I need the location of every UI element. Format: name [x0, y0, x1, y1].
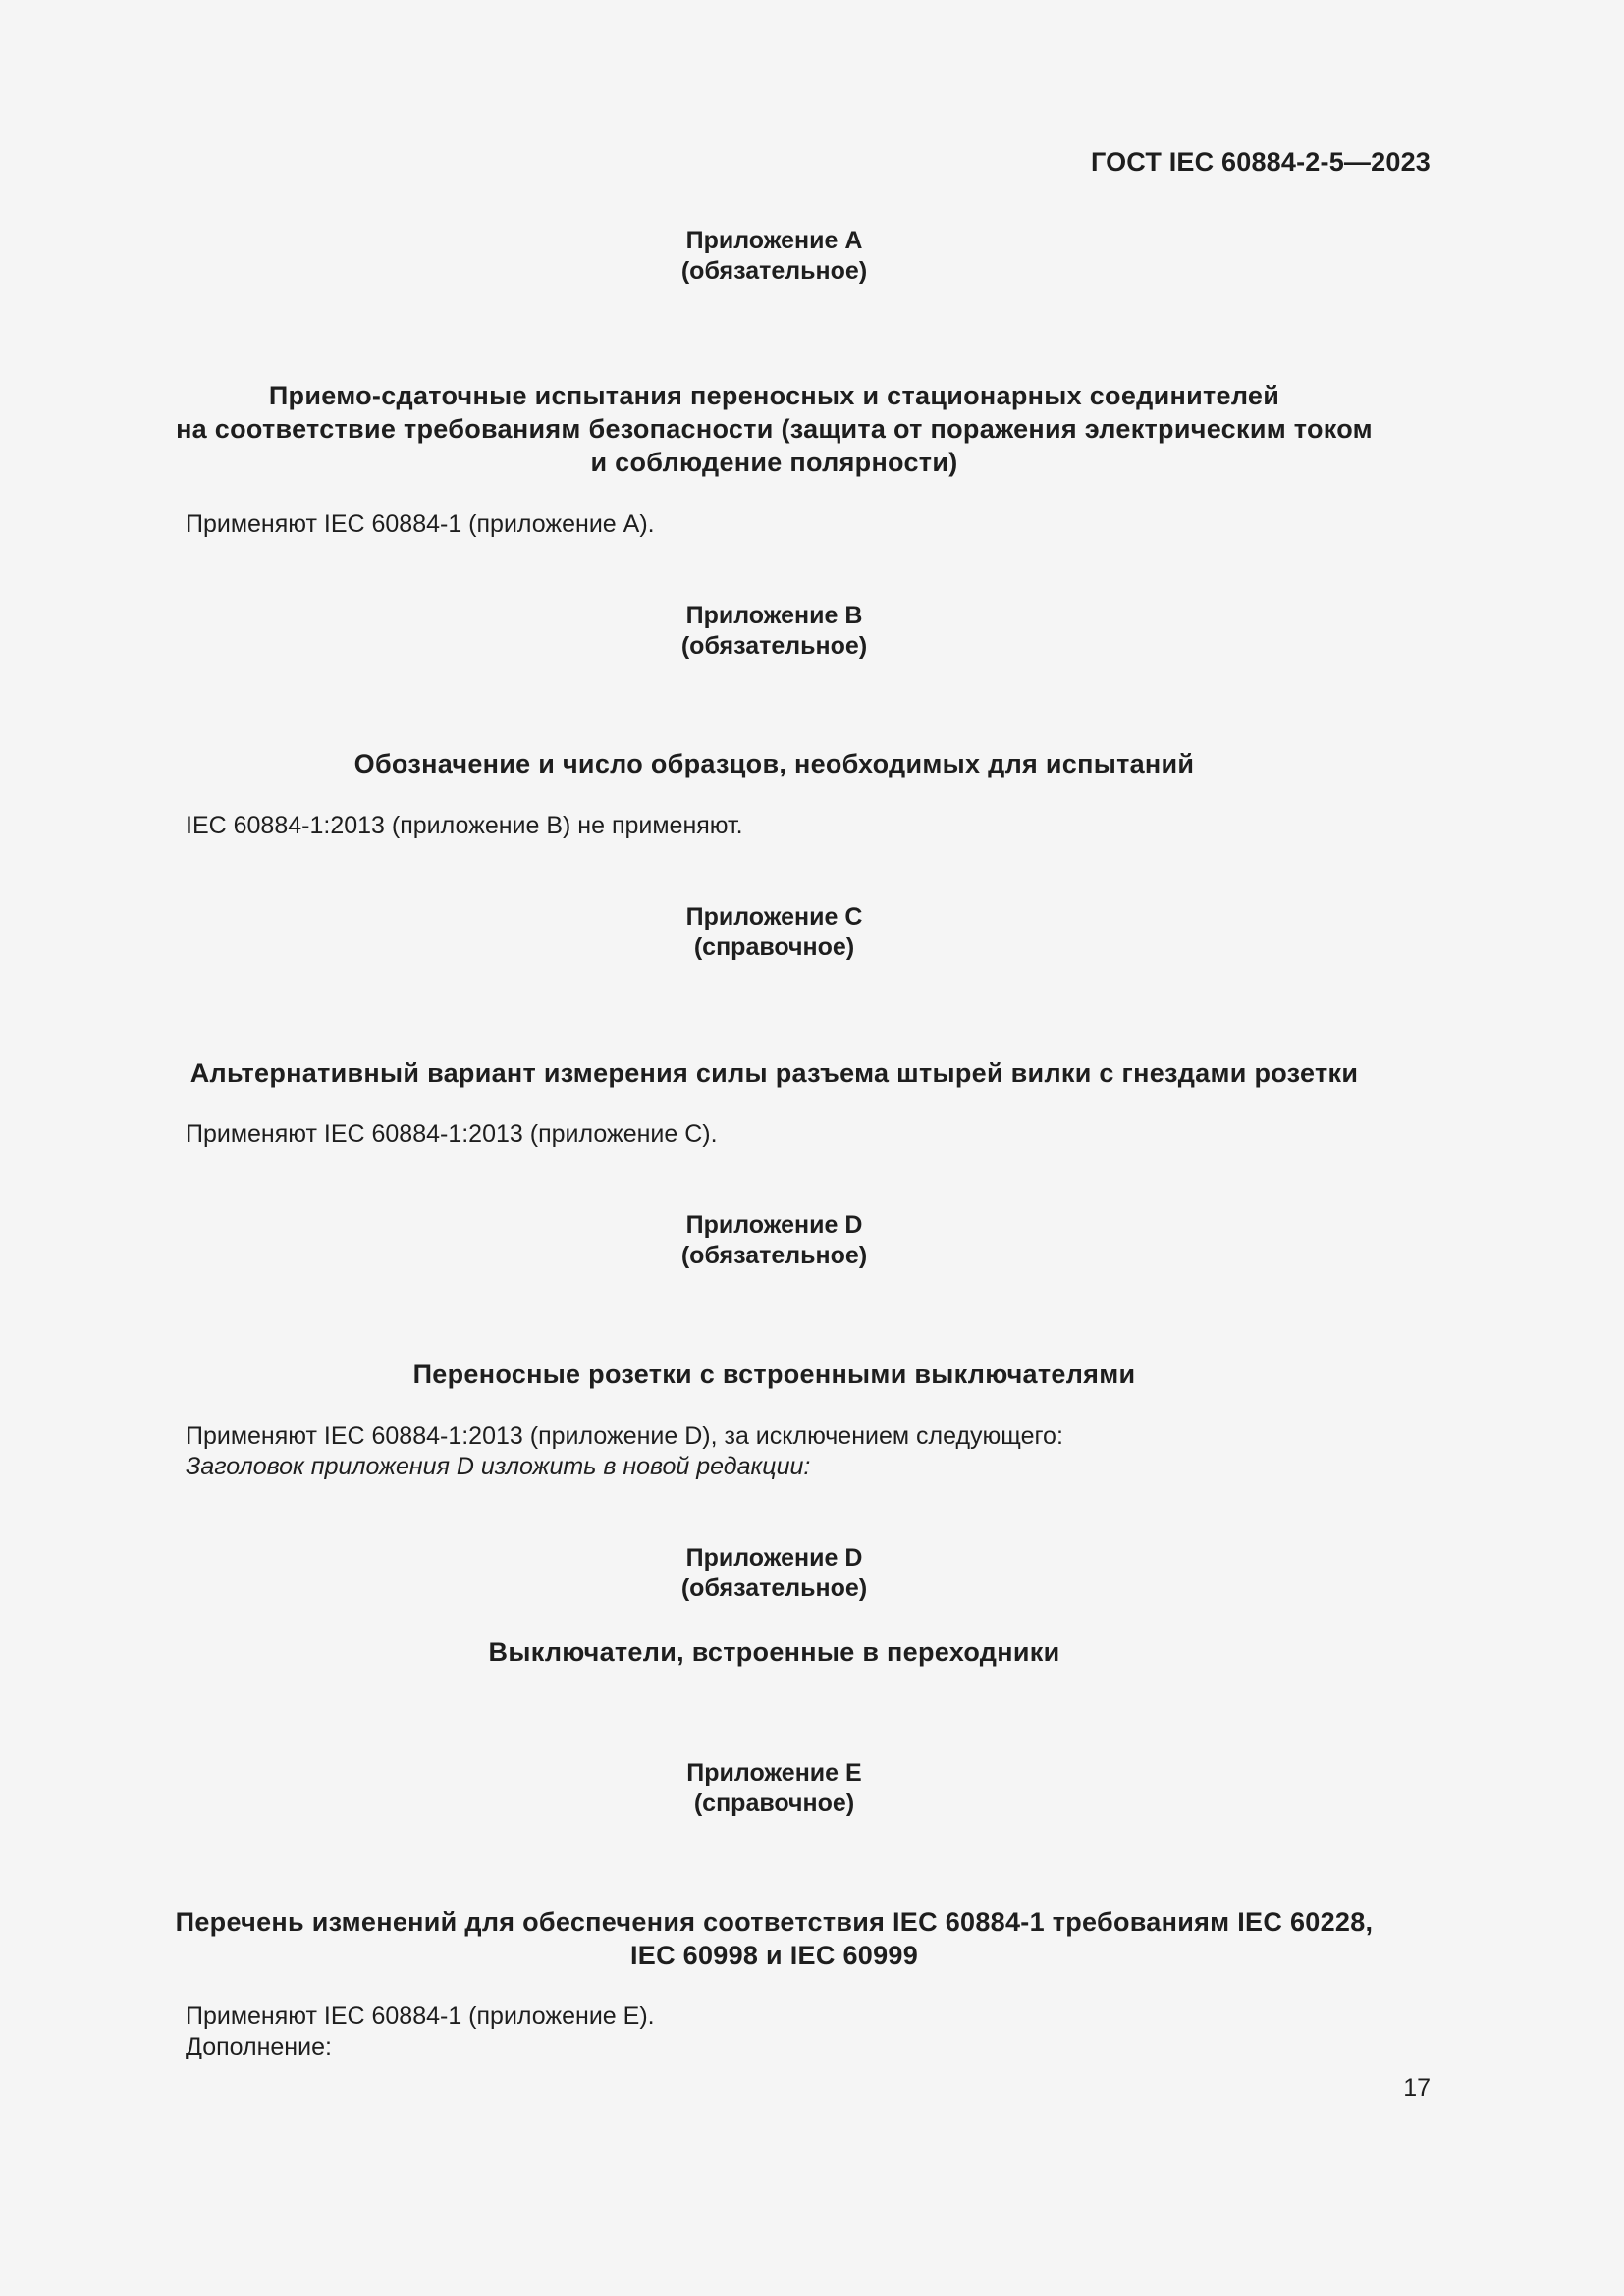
annex-c-title: Альтернативный вариант измерения силы разъема штырей вилки с гнездами розетки — [189, 1058, 1359, 1088]
annex-d-note: Заголовок приложения D изложить в новой редакции: — [186, 1453, 811, 1480]
annex-c-status: (справочное) — [693, 934, 855, 961]
annex-a-heading — [0, 226, 1548, 287]
annex-e-title-line: Перечень изменений для обеспечения соответствия IEC 60884-1 требованиям IEC 60228, — [175, 1907, 1374, 1937]
annex-e-status: (справочное) — [693, 1789, 855, 1817]
annex-e-label: Приложение Е — [686, 1759, 862, 1787]
annex-e-title — [0, 1905, 1548, 1972]
page-number: 17 — [1403, 2074, 1431, 2102]
annex-e-heading — [0, 1758, 1548, 1819]
annex-d-text — [186, 1421, 1063, 1482]
annex-a-status: (обязательное) — [680, 257, 868, 285]
annex-a-title-line: и соблюдение полярности) — [590, 448, 958, 477]
document-code: ГОСТ IEC 60884-2-5—2023 — [1090, 147, 1431, 177]
annex-c-label: Приложение С — [685, 903, 863, 931]
annex-a-title-line: Приемо-сдаточные испытания переносных и стационарных соединителей — [268, 381, 1280, 410]
annex-b-heading — [0, 601, 1548, 662]
annex-e-addition: Дополнение: — [186, 2033, 332, 2060]
annex-e-text-line: Применяют IEC 60884-1 (приложение Е). — [186, 2002, 655, 2030]
annex-a-title-line: на соответствие требованиям безопасности (защита от поражения электрическим током — [176, 414, 1373, 444]
annex-e-text — [186, 2002, 655, 2062]
annex-a-label: Приложение А — [685, 227, 863, 254]
annex-d-text-line: Применяют IEC 60884-1:2013 (приложение D), за исключением следующего: — [186, 1422, 1063, 1450]
annex-d-heading — [0, 1210, 1548, 1271]
annex-e-title-line: IEC 60998 и IEC 60999 — [629, 1941, 919, 1970]
annex-d-new-heading — [0, 1543, 1548, 1604]
annex-a-text: Применяют IEC 60884-1 (приложение А). — [186, 510, 655, 538]
annex-a-title — [0, 379, 1548, 479]
annex-b-title: Обозначение и число образцов, необходимых для испытаний — [353, 749, 1195, 778]
annex-b-label: Приложение В — [685, 602, 863, 629]
annex-d-new-status: (обязательное) — [680, 1575, 868, 1602]
annex-b-text: IEC 60884-1:2013 (приложение В) не применяют. — [186, 812, 743, 839]
annex-d-label: Приложение D — [685, 1211, 863, 1239]
annex-d-title: Переносные розетки с встроенными выключателями — [412, 1360, 1136, 1389]
annex-c-heading — [0, 902, 1548, 963]
annex-b-status: (обязательное) — [680, 632, 868, 660]
annex-c-text: Применяют IEC 60884-1:2013 (приложение С). — [186, 1120, 718, 1148]
annex-d-new-label: Приложение D — [685, 1544, 863, 1572]
annex-d-status: (обязательное) — [680, 1242, 868, 1269]
annex-d-new-title: Выключатели, встроенные в переходники — [488, 1637, 1060, 1667]
